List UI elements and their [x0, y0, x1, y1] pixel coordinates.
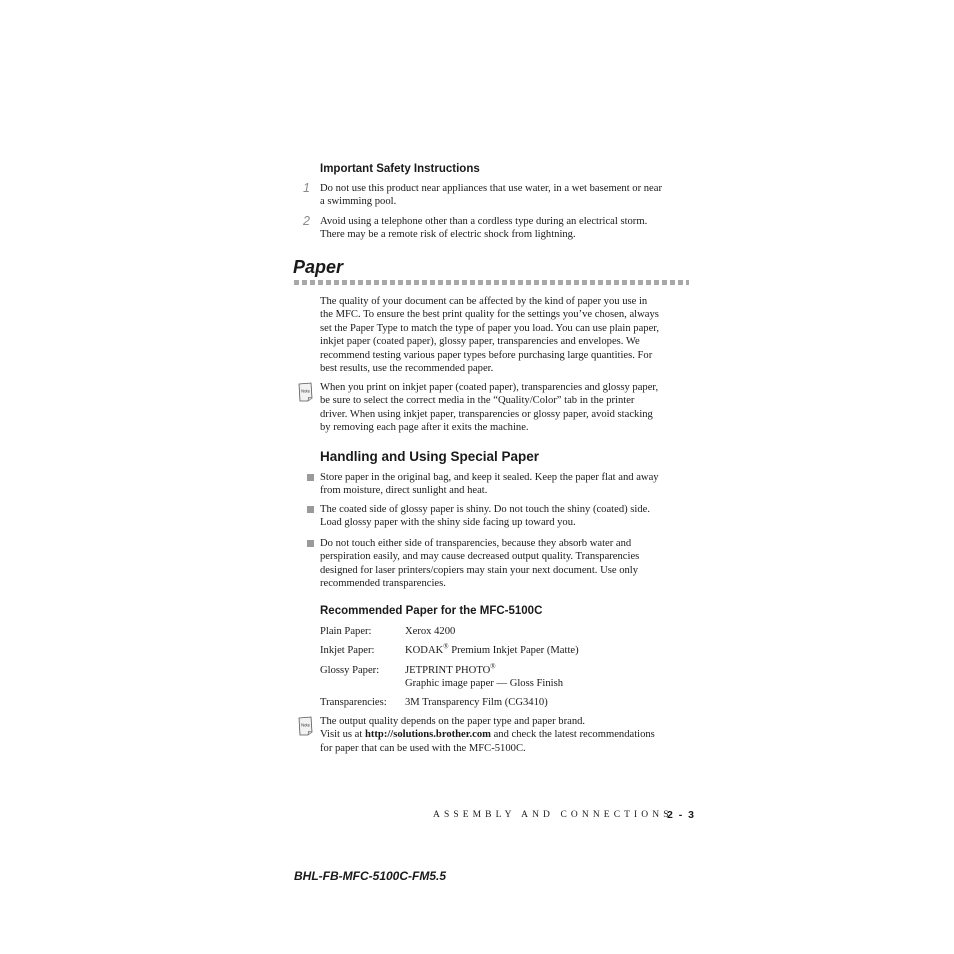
note-icon: [296, 382, 314, 402]
paragraph-line: recommend testing various paper types before purchasing large quantities. For: [320, 349, 653, 361]
paper-type-value: [405, 644, 579, 657]
bullet-line: The coated side of glossy paper is shiny. Do not touch the shiny (coated) side.: [320, 504, 650, 515]
note-line: [320, 728, 692, 741]
bullet-line: Store paper in the original bag, and keep it sealed. Keep the paper flat and away: [320, 472, 659, 483]
paper-type-label: Transparencies:: [320, 697, 387, 708]
safety-item-line: There may be a remote risk of electric shock from lightning.: [320, 229, 576, 241]
note-line: The output quality depends on the paper type and paper brand.: [320, 716, 586, 727]
product-name: Premium Inkjet Paper (Matte): [448, 645, 579, 656]
bullet-square-icon: [307, 540, 314, 547]
note-icon-label: Note: [301, 388, 310, 394]
safety-item: [320, 215, 692, 242]
note-icon-label: Note: [301, 722, 310, 728]
document-id: BHL-FB-MFC-5100C-FM5.5: [294, 869, 447, 883]
note-text-fragment: Visit us at: [320, 729, 365, 741]
paragraph-line: inkjet paper (coated paper), glossy paper, transparencies and envelopes. We: [320, 336, 640, 348]
product-name: Graphic image paper — Gloss Finish: [405, 678, 563, 690]
bullet-square-icon: [307, 474, 314, 481]
note-line: When you print on inkjet paper (coated paper), transparencies and glossy paper,: [320, 382, 659, 393]
paragraph-line: the MFC. To ensure the best print quality for the settings you’ve chosen, always: [320, 309, 659, 321]
paper-type-value: 3M Transparency Film (CG3410): [405, 697, 548, 708]
note-line: by removing each page after it exits the machine.: [320, 422, 529, 434]
note-line: for paper that can be used with the MFC-5100C.: [320, 742, 526, 754]
bullet-square-icon: [307, 506, 314, 513]
safety-item-line: Do not use this product near appliances that use water, in a wet basement or near: [320, 183, 662, 194]
section-divider: [294, 280, 689, 285]
paper-intro: [320, 295, 692, 375]
running-footer-section: ASSEMBLY AND CONNECTIONS: [433, 810, 673, 820]
paragraph-line: The quality of your document can be affected by the kind of paper you use in: [320, 296, 648, 307]
note-text: [320, 715, 692, 755]
paper-type-label: Plain Paper:: [320, 626, 372, 637]
paper-type-label: Inkjet Paper:: [320, 645, 375, 656]
bullet-line: recommended transparencies.: [320, 578, 446, 590]
safety-item-line: Avoid using a telephone other than a cordless type during an electrical storm.: [320, 216, 648, 227]
note-text: [320, 381, 692, 435]
registered-mark: ®: [443, 642, 449, 651]
subsection-heading: Recommended Paper for the MFC-5100C: [320, 605, 543, 617]
website-link[interactable]: http://solutions.brother.com: [364, 729, 491, 741]
paper-type-value: Xerox 4200: [405, 626, 456, 637]
bullet-line: Load glossy paper with the shiny side facing up toward you.: [320, 517, 576, 529]
bullet-line: perspiration easily, and may cause decreased output quality. Transparencies: [320, 551, 640, 563]
bullet-line: designed for laser printers/copiers may stain your next document. Use only: [320, 564, 639, 576]
bullet-line: from moisture, direct sunlight and heat.: [320, 485, 488, 497]
bullet-item: [320, 537, 692, 591]
safety-heading: Important Safety Instructions: [320, 163, 480, 175]
note-line: be sure to select the correct media in the “Quality/Color” tab in the printer: [320, 395, 635, 407]
note-line: driver. When using inkjet paper, transparencies or glossy paper, avoid stacking: [320, 408, 653, 420]
safety-item-line: a swimming pool.: [320, 196, 397, 208]
subsection-heading: Handling and Using Special Paper: [320, 449, 540, 464]
brand-name: KODAK: [405, 645, 444, 656]
brand-name: JETPRINT PHOTO: [405, 665, 491, 676]
safety-item-number: 1: [303, 181, 310, 195]
note-icon: [296, 716, 314, 736]
page-number: 2 - 3: [667, 809, 696, 821]
bullet-item: [320, 471, 692, 498]
bullet-item: [320, 503, 692, 530]
paragraph-line: best results, use the recommended paper.: [320, 363, 494, 375]
bullet-line: Do not touch either side of transparencies, because they absorb water and: [320, 538, 632, 549]
safety-item-number: 2: [303, 214, 310, 228]
section-title: Paper: [293, 257, 344, 277]
paper-type-value: [405, 664, 563, 691]
note-text-fragment: and check the latest recommendations: [490, 729, 655, 741]
paragraph-line: set the Paper Type to match the type of paper you load. You can use plain paper,: [320, 322, 660, 334]
safety-item: [320, 182, 692, 209]
registered-mark: ®: [490, 662, 496, 671]
paper-type-label: Glossy Paper:: [320, 665, 380, 676]
